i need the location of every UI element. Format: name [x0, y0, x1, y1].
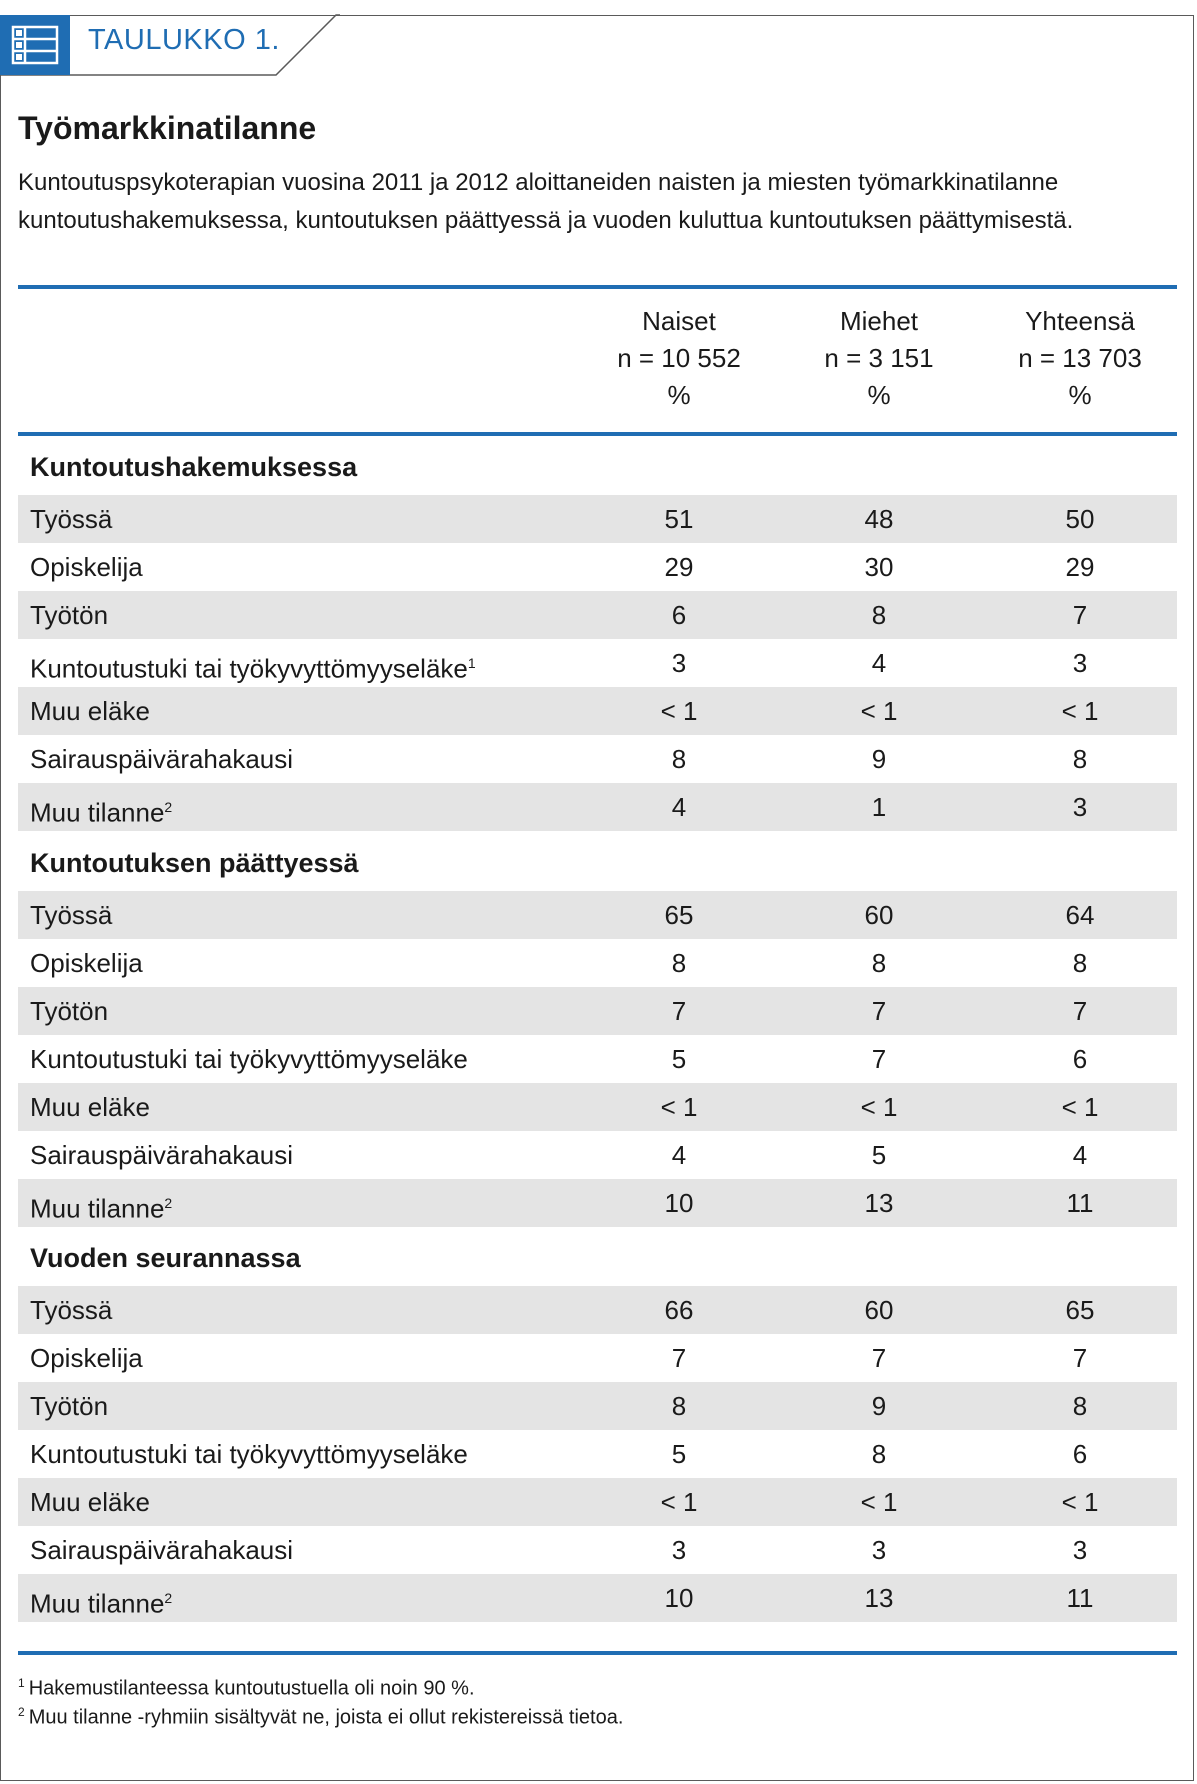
row-label-text: Kuntoutustuki tai työkyvyttömyyseläke: [30, 653, 468, 684]
row-label-text: Muu eläke: [30, 696, 150, 726]
row-label-text: Työtön: [30, 1391, 109, 1421]
cell-value: 3: [1072, 648, 1088, 678]
table-row: [18, 987, 1177, 1035]
footnote-ref: 2: [164, 799, 173, 815]
header-top-rule: [18, 285, 1177, 289]
header-bottom-rule: [18, 432, 1177, 436]
cell-value: 7: [1072, 1343, 1088, 1373]
cell-value: 11: [1066, 1188, 1094, 1218]
cell-value: 48: [864, 504, 894, 534]
row-label-text: Muu tilanne: [30, 1588, 165, 1619]
cell-value: 5: [871, 1140, 887, 1170]
column-unit: %: [867, 380, 891, 410]
cell-value: < 1: [860, 1487, 898, 1517]
row-label-text: Kuntoutustuki tai työkyvyttömyyseläke: [30, 1439, 468, 1469]
row-label-text: Muu tilanne: [30, 797, 165, 828]
row-label-text: Kuntoutustuki tai työkyvyttömyyseläke: [30, 1044, 468, 1074]
column-header-yhteensa: [980, 303, 1180, 414]
row-label: [30, 1131, 293, 1179]
cell-value: 8: [1072, 1391, 1088, 1421]
cell-value: < 1: [660, 1092, 698, 1122]
row-label: [30, 1286, 112, 1334]
footnote-ref: 1: [467, 655, 476, 671]
table-description: Kuntoutuspsykoterapian vuosina 2011 ja 2012 aloittaneiden naisten ja miesten työmarkkinatilanne kuntoutushakemuksessa, kuntoutuksen päättyessä ja vuoden kuluttua kuntoutuksen päättymisestä.: [18, 169, 1074, 234]
cell-value: 8: [871, 948, 887, 978]
cell-value: 7: [871, 1044, 887, 1074]
row-label-text: Työtön: [30, 600, 109, 630]
table-row: [18, 939, 1177, 987]
cell-value: 8: [871, 1439, 887, 1469]
row-label: [30, 1430, 468, 1478]
table-row: [18, 1478, 1177, 1526]
row-label-text: Muu eläke: [30, 1487, 150, 1517]
cell-value: 8: [871, 600, 887, 630]
row-label: [30, 1083, 150, 1131]
cell-value: 1: [871, 792, 887, 822]
cell-value: 13: [864, 1188, 894, 1218]
row-label-text: Työssä: [30, 1295, 113, 1325]
cell-value: 4: [871, 648, 887, 678]
cell-value: 66: [664, 1295, 694, 1325]
row-label: [30, 987, 108, 1035]
cell-value: 7: [871, 1343, 887, 1373]
table-tag-label: TAULUKKO 1.: [88, 24, 280, 56]
column-count: n = 10 552: [617, 343, 741, 373]
column-count: n = 3 151: [824, 343, 934, 373]
column-name: Yhteensä: [1025, 306, 1135, 336]
table-row: [18, 1382, 1177, 1430]
table-title: Työmarkkinatilanne: [18, 110, 317, 146]
row-label: [30, 783, 172, 837]
cell-value: 4: [1072, 1140, 1088, 1170]
cell-value: 6: [1072, 1044, 1088, 1074]
table-row: [18, 687, 1177, 735]
cell-value: 6: [671, 600, 687, 630]
cell-value: 8: [671, 1391, 687, 1421]
row-label: [30, 1179, 172, 1233]
footnote-mark: 1: [18, 1676, 25, 1690]
table-bottom-rule: [18, 1651, 1177, 1655]
row-label: [30, 939, 143, 987]
row-label-text: Sairauspäivärahakausi: [30, 1140, 294, 1170]
column-unit: %: [1068, 380, 1092, 410]
footnote-1: [18, 1676, 475, 1701]
cell-value: 11: [1066, 1583, 1094, 1613]
cell-value: 10: [664, 1583, 694, 1613]
footnote-mark: 2: [18, 1705, 25, 1719]
table-row: [18, 735, 1177, 783]
table-row: [18, 639, 1177, 687]
cell-value: 7: [671, 1343, 687, 1373]
cell-value: 3: [1072, 1535, 1088, 1565]
cell-value: 7: [871, 996, 887, 1026]
cell-value: 51: [664, 504, 694, 534]
row-label: [30, 543, 143, 591]
table-icon: [0, 15, 70, 75]
table-row: [18, 591, 1177, 639]
row-label-text: Työtön: [30, 996, 109, 1026]
cell-value: 3: [871, 1535, 887, 1565]
cell-value: 5: [671, 1439, 687, 1469]
cell-value: 8: [1072, 948, 1088, 978]
footnote-text: Hakemustilanteessa kuntoutustuella oli noin 90 %.: [28, 1677, 475, 1700]
cell-value: 13: [864, 1583, 894, 1613]
table-row: [18, 1083, 1177, 1131]
cell-value: 7: [1072, 996, 1088, 1026]
cell-value: 3: [1072, 792, 1088, 822]
cell-value: 10: [664, 1188, 694, 1218]
row-label: [30, 1526, 293, 1574]
footnote-ref: 2: [164, 1590, 173, 1606]
table-row: [18, 783, 1177, 831]
cell-value: < 1: [1061, 1092, 1099, 1122]
cell-value: 6: [1072, 1439, 1088, 1469]
row-label-text: Työssä: [30, 900, 113, 930]
table-row: [18, 1286, 1177, 1334]
cell-value: 7: [671, 996, 687, 1026]
footnote-2: [18, 1705, 623, 1730]
table-row: [18, 1430, 1177, 1478]
column-header-naiset: [579, 303, 779, 414]
row-label: [30, 639, 476, 693]
cell-value: < 1: [660, 1487, 698, 1517]
row-label: [30, 1574, 172, 1628]
row-label-text: Opiskelija: [30, 1343, 143, 1373]
row-label-text: Työssä: [30, 504, 113, 534]
table-row: [18, 543, 1177, 591]
cell-value: 8: [671, 744, 687, 774]
section-title: Vuoden seurannassa: [30, 1243, 301, 1273]
row-label: [30, 687, 150, 735]
row-label: [30, 495, 112, 543]
row-label: [30, 1334, 143, 1382]
row-label: [30, 1382, 108, 1430]
row-label: [30, 1478, 150, 1526]
cell-value: 3: [671, 648, 687, 678]
cell-value: 9: [871, 1391, 887, 1421]
cell-value: < 1: [860, 696, 898, 726]
cell-value: 65: [1065, 1295, 1095, 1325]
row-label: [30, 891, 112, 939]
cell-value: < 1: [1061, 1487, 1099, 1517]
cell-value: 64: [1065, 900, 1095, 930]
column-name: Miehet: [839, 306, 919, 336]
footnote-ref: 2: [164, 1195, 173, 1211]
row-label-text: Sairauspäivärahakausi: [30, 744, 294, 774]
cell-value: 65: [664, 900, 694, 930]
cell-value: 29: [1065, 552, 1095, 582]
cell-value: 4: [671, 792, 687, 822]
table-row: [18, 1035, 1177, 1083]
section-title: Kuntoutuksen päättyessä: [30, 848, 359, 878]
table-row: [18, 1179, 1177, 1227]
cell-value: 8: [1072, 744, 1088, 774]
cell-value: 30: [864, 552, 894, 582]
cell-value: 3: [671, 1535, 687, 1565]
cell-value: 9: [871, 744, 887, 774]
table-row: [18, 1526, 1177, 1574]
cell-value: 5: [671, 1044, 687, 1074]
column-count: n = 13 703: [1018, 343, 1142, 373]
cell-value: 50: [1065, 504, 1095, 534]
column-header-miehet: [779, 303, 979, 414]
row-label: [30, 591, 108, 639]
cell-value: 29: [664, 552, 694, 582]
cell-value: 4: [671, 1140, 687, 1170]
cell-value: 8: [671, 948, 687, 978]
column-unit: %: [667, 380, 691, 410]
row-label-text: Muu tilanne: [30, 1193, 165, 1224]
table-row: [18, 495, 1177, 543]
row-label-text: Opiskelija: [30, 552, 143, 582]
table-row: [18, 891, 1177, 939]
column-name: Naiset: [642, 306, 716, 336]
table-row: [18, 1334, 1177, 1382]
cell-value: 60: [864, 900, 894, 930]
section-title: Kuntoutushakemuksessa: [30, 452, 358, 482]
table-row: [18, 1574, 1177, 1622]
row-label: [30, 1035, 468, 1083]
footnote-text: Muu tilanne -ryhmiin sisältyvät ne, joista ei ollut rekistereissä tietoa.: [28, 1706, 624, 1729]
cell-value: 60: [864, 1295, 894, 1325]
cell-value: < 1: [1061, 696, 1099, 726]
row-label: [30, 735, 293, 783]
table-row: [18, 1131, 1177, 1179]
cell-value: 7: [1072, 600, 1088, 630]
cell-value: < 1: [660, 696, 698, 726]
row-label-text: Opiskelija: [30, 948, 143, 978]
cell-value: < 1: [860, 1092, 898, 1122]
row-label-text: Muu eläke: [30, 1092, 150, 1122]
row-label-text: Sairauspäivärahakausi: [30, 1535, 294, 1565]
